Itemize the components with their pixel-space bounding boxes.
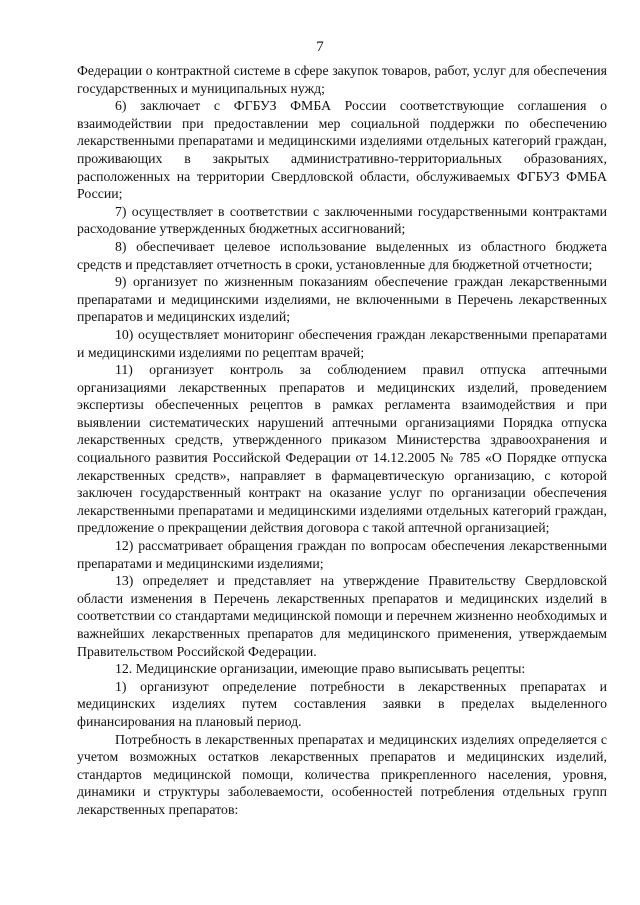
paragraph: Федерации о контрактной системе в сфере закупок товаров, работ, услуг для обеспечения государственных и муниципальных нужд;: [77, 63, 607, 96]
paragraph: 7) осуществляет в соответствии с заключенными государственными контрактами расходование утвержденных бюджетных ассигнований;: [77, 203, 607, 237]
paragraph: 13) определяет и представляет на утверждение Правительству Свердловской области изменения в Перечень лекарственных препаратов и медицинских изделий в соответствии со стандартами медицинской помощи и перечнем жизненно необходимых и важнейших лекарственных препаратов для медицинского применения, утверждаемым Правительством Российской Федерации.: [77, 573, 607, 659]
section-heading: 12. Медицинские организации, имеющие право выписывать рецепты:: [115, 661, 526, 677]
paragraph: 10) осуществляет мониторинг обеспечения граждан лекарственными препаратами и медицинскими изделиями по рецептам врачей;: [77, 326, 607, 360]
paragraph: 12) рассматривает обращения граждан по вопросам обеспечения лекарственными препаратами и медицинскими изделиями;: [77, 538, 607, 571]
paragraph: 11) организует контроль за соблюдением правил отпуска аптечными организациями лекарственных препаратов и медицинских изделий, проведением экспертизы обеспеченных рецептов в рамках регламента взаимодействия и при выявлении систематических нарушений аптечными организациями Порядка отпуска лекарственных средств, утвержденного приказом Министерства здравоохранения и социального развития Российской Федерации от 14.12.2005 № 785 «О Порядке отпуска лекарственных средств», направляет в фармацевтическую организацию, с которой заключен государственный контракт на оказание услуг по организации обеспечения лекарственными препаратами и медицинскими изделиями отдельных категорий граждан, предложение о прекращении действия договора с такой аптечной организацией;: [77, 362, 607, 536]
paragraph: Потребность в лекарственных препаратах и медицинских изделиях определяется с учетом возможных остатков лекарственных препаратов и медицинских изделий, стандартов медицинской помощи, количества прикрепленного населения, уровня, динамики и структуры заболеваемости, особенностей потребления отдельных групп лекарственных препаратов:: [77, 731, 607, 817]
page-number: 7: [316, 39, 324, 55]
document-body: [77, 62, 607, 819]
paragraph: 6) заключает с ФГБУЗ ФМБА России соответствующие соглашения о взаимодействии при предоставлении мер социальной поддержки по обеспечению лекарственными препаратами и медицинскими изделиями отдельных категорий граждан, проживающих в закрытых административно-территориальных образованиях, расположенных на территории Свердловской области, обслуживаемых ФГБУЗ ФМБА России;: [77, 98, 607, 202]
paragraph: 8) обеспечивает целевое использование выделенных из областного бюджета средств и представляет отчетность в сроки, установленные для бюджетной отчетности;: [77, 238, 607, 272]
paragraph: 9) организует по жизненным показаниям обеспечение граждан лекарственными препаратами и медицинскими изделиями, не включенными в Перечень лекарственных препаратов и медицинских изделий;: [77, 274, 607, 325]
paragraph: 1) организуют определение потребности в лекарственных препаратах и медицинских изделиях путем составления заявки в пределах выделенного финансирования на плановый период.: [77, 678, 607, 729]
